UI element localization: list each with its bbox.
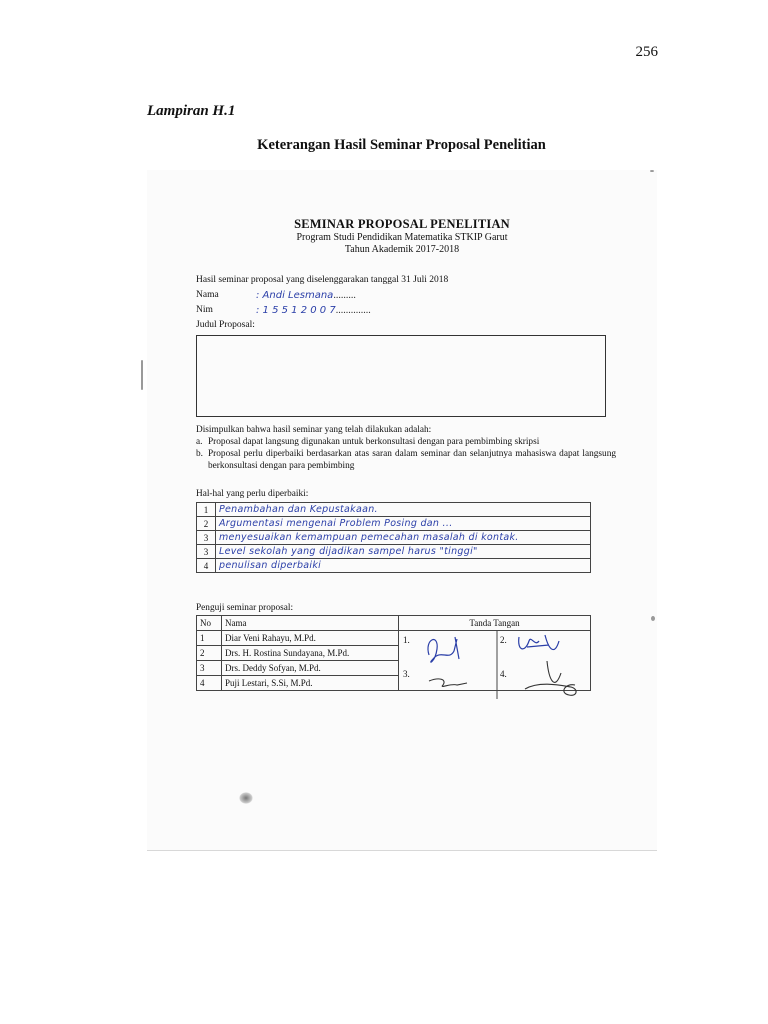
table-header-row [197, 616, 591, 631]
nim-value: : 1 5 5 1 2 0 0 7.............. [256, 305, 371, 316]
form-heading: SEMINAR PROPOSAL PENELITIAN [294, 217, 510, 231]
nama-label: Nama [196, 290, 219, 300]
table-row [197, 531, 591, 545]
hal-text: penulisan diperbaiki [219, 560, 322, 571]
option-a-letter: a. [196, 437, 203, 447]
scan-speck [650, 170, 654, 172]
signature-drawing [399, 631, 595, 699]
form-program: Program Studi Pendidikan Matematika STKIP Garut [296, 232, 508, 243]
judul-label: Judul Proposal: [196, 320, 255, 330]
penguji-name: Puji Lestari, S.Si, M.Pd. [222, 676, 399, 691]
conclusion [196, 424, 616, 472]
penguji-no: 4 [197, 676, 222, 691]
penguji-label: Penguji seminar proposal: [196, 603, 294, 613]
hal-label: Hal-hal yang perlu diperbaiki: [196, 489, 309, 499]
hal-text: Penambahan dan Kepustakaan. [219, 504, 378, 515]
lampiran-label: Lampiran H.1 [147, 103, 236, 119]
sig-num-3: 3. [403, 669, 410, 679]
scan-speck [141, 360, 143, 390]
document-title: Keterangan Hasil Seminar Proposal Penelitian [257, 137, 546, 153]
hal-num: 3 [197, 545, 216, 559]
table-row [197, 517, 591, 531]
penguji-no: 2 [197, 646, 222, 661]
option-b: Proposal perlu diperbaiki berdasarkan atas saran dalam seminar dan selanjutnya mahasiswa dapat langsung berkonsultasi dengan para pembimbing [208, 449, 616, 471]
hal-num: 4 [197, 559, 216, 573]
signature-area [399, 631, 591, 691]
hal-num: 3 [197, 531, 216, 545]
table-row [197, 631, 591, 646]
scanned-form [147, 170, 657, 851]
header-no: No [197, 616, 222, 631]
nama-value: : Andi Lesmana......... [256, 290, 356, 301]
penguji-name: Diar Veni Rahayu, M.Pd. [222, 631, 399, 646]
sig-num-4: 4. [500, 669, 507, 679]
sig-num-2: 2. [500, 635, 507, 645]
header-nama: Nama [222, 616, 399, 631]
penguji-name: Drs. Deddy Sofyan, M.Pd. [222, 661, 399, 676]
table-row [197, 503, 591, 517]
form-year: Tahun Akademik 2017-2018 [344, 244, 460, 255]
scan-smudge [239, 792, 253, 804]
hal-text: Level sekolah yang dijadikan sampel harus "tinggi" [219, 546, 478, 557]
hal-text: menyesuaikan kemampuan pemecahan masalah di kontak. [219, 532, 519, 543]
option-b-letter: b. [196, 449, 203, 459]
table-row [197, 559, 591, 573]
header-ttd: Tanda Tangan [399, 616, 591, 631]
judul-box [196, 335, 606, 417]
penguji-table [196, 615, 591, 691]
hal-text: Argumentasi mengenai Problem Posing dan ... [219, 518, 453, 529]
penguji-no: 3 [197, 661, 222, 676]
hal-num: 2 [197, 517, 216, 531]
table-row [197, 545, 591, 559]
form-header [147, 218, 657, 256]
hal-num: 1 [197, 503, 216, 517]
hal-table [196, 502, 591, 573]
option-a: Proposal dapat langsung digunakan untuk berkonsultasi dengan para pembimbing skripsi [208, 437, 540, 447]
nim-label: Nim [196, 305, 213, 315]
penguji-name: Drs. H. Rostina Sundayana, M.Pd. [222, 646, 399, 661]
penguji-no: 1 [197, 631, 222, 646]
page-number: 256 [635, 44, 658, 60]
disimpulkan-text: Disimpulkan bahwa hasil seminar yang telah dilakukan adalah: [196, 425, 432, 435]
sig-num-1: 1. [403, 635, 410, 645]
hasil-line: Hasil seminar proposal yang diselenggarakan tanggal 31 Juli 2018 [196, 275, 449, 285]
scan-speck [651, 616, 655, 621]
